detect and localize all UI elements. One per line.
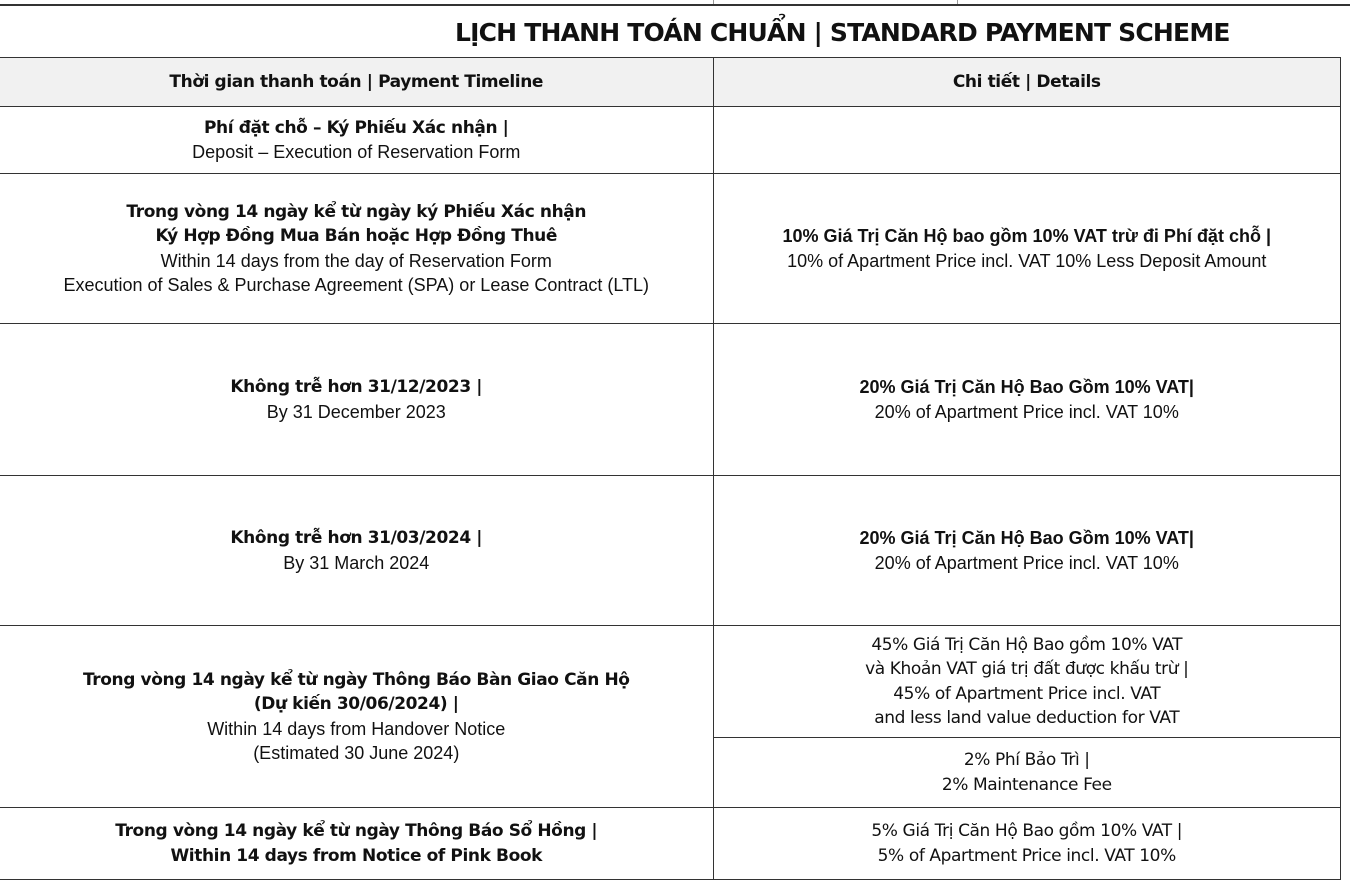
details-line: 2% Maintenance Fee <box>941 774 1112 795</box>
top-tick <box>957 0 958 4</box>
table-header-row <box>0 58 1341 107</box>
top-tick <box>713 0 714 4</box>
timeline-en: Execution of Sales & Purchase Agreement (SPA) or Lease Contract (LTL) <box>63 275 650 295</box>
payment-scheme-table <box>0 57 1341 880</box>
details-line: and less land value deduction for VAT <box>874 708 1180 728</box>
timeline-vn: Ký Hợp Đồng Mua Bán hoặc Hợp Đồng Thuê <box>155 226 558 246</box>
timeline-cell <box>0 174 713 324</box>
table-row <box>0 107 1341 174</box>
details-cell <box>713 476 1341 626</box>
timeline-vn: Không trễ hơn 31/12/2023 | <box>230 377 483 397</box>
header-timeline: Thời gian thanh toán | Payment Timeline <box>0 58 713 107</box>
page-title: LỊCH THANH TOÁN CHUẨN | STANDARD PAYMENT SCHEME <box>455 17 1230 47</box>
timeline-en: By 31 December 2023 <box>266 401 446 422</box>
details-en: 20% of Apartment Price incl. VAT 10% <box>874 401 1179 422</box>
details-line: 5% Giá Trị Căn Hộ Bao gồm 10% VAT | <box>871 821 1183 841</box>
timeline-cell <box>0 808 713 880</box>
details-cell <box>713 808 1341 880</box>
timeline-vn: Không trễ hơn 31/03/2024 | <box>230 528 483 548</box>
details-vn: 20% Giá Trị Căn Hộ Bao Gồm 10% VAT| <box>859 528 1194 548</box>
timeline-vn: (Dự kiến 30/06/2024) | <box>253 694 459 714</box>
details-line: 2% Phí Bảo Trì | <box>963 750 1090 770</box>
table-row <box>0 476 1341 626</box>
timeline-cell <box>0 107 713 174</box>
timeline-en: Within 14 days from Handover Notice <box>207 718 506 739</box>
table-row <box>0 324 1341 476</box>
details-vn: 20% Giá Trị Căn Hộ Bao Gồm 10% VAT| <box>859 377 1194 397</box>
timeline-vn: Trong vòng 14 ngày kể từ ngày Thông Báo Sổ Hồng | <box>115 821 598 841</box>
timeline-vn: Trong vòng 14 ngày kể từ ngày Thông Báo Bàn Giao Căn Hộ <box>82 669 630 690</box>
details-cell <box>713 324 1341 476</box>
timeline-vn: Trong vòng 14 ngày kể từ ngày ký Phiếu Xác nhận <box>126 201 587 222</box>
table-row <box>0 808 1341 880</box>
details-line: 45% of Apartment Price incl. VAT <box>893 683 1161 704</box>
table-row <box>0 174 1341 324</box>
timeline-vn: Within 14 days from Notice of Pink Book <box>170 845 543 866</box>
details-cell <box>713 174 1341 324</box>
timeline-en: Deposit – Execution of Reservation Form <box>192 142 521 162</box>
details-en: 20% of Apartment Price incl. VAT 10% <box>874 552 1179 573</box>
timeline-en: By 31 March 2024 <box>283 552 430 573</box>
details-line: và Khoản VAT giá trị đất được khấu trừ | <box>865 659 1189 679</box>
details-line: 5% of Apartment Price incl. VAT 10% <box>877 845 1176 866</box>
timeline-cell <box>0 324 713 476</box>
timeline-cell <box>0 626 713 808</box>
details-cell <box>713 738 1341 808</box>
timeline-en: (Estimated 30 June 2024) <box>253 743 460 763</box>
timeline-en: Within 14 days from the day of Reservation Form <box>160 250 552 271</box>
details-cell <box>713 626 1341 738</box>
header-details: Chi tiết | Details <box>713 58 1341 107</box>
timeline-cell <box>0 476 713 626</box>
details-en: 10% of Apartment Price incl. VAT 10% Less Deposit Amount <box>787 250 1267 271</box>
details-vn: 10% Giá Trị Căn Hộ bao gồm 10% VAT trừ đi Phí đặt chỗ | <box>782 226 1271 246</box>
details-line: 45% Giá Trị Căn Hộ Bao gồm 10% VAT <box>871 634 1183 655</box>
table-row <box>0 626 1341 738</box>
timeline-vn: Phí đặt chỗ – Ký Phiếu Xác nhận | <box>204 117 509 138</box>
details-cell <box>713 107 1341 174</box>
